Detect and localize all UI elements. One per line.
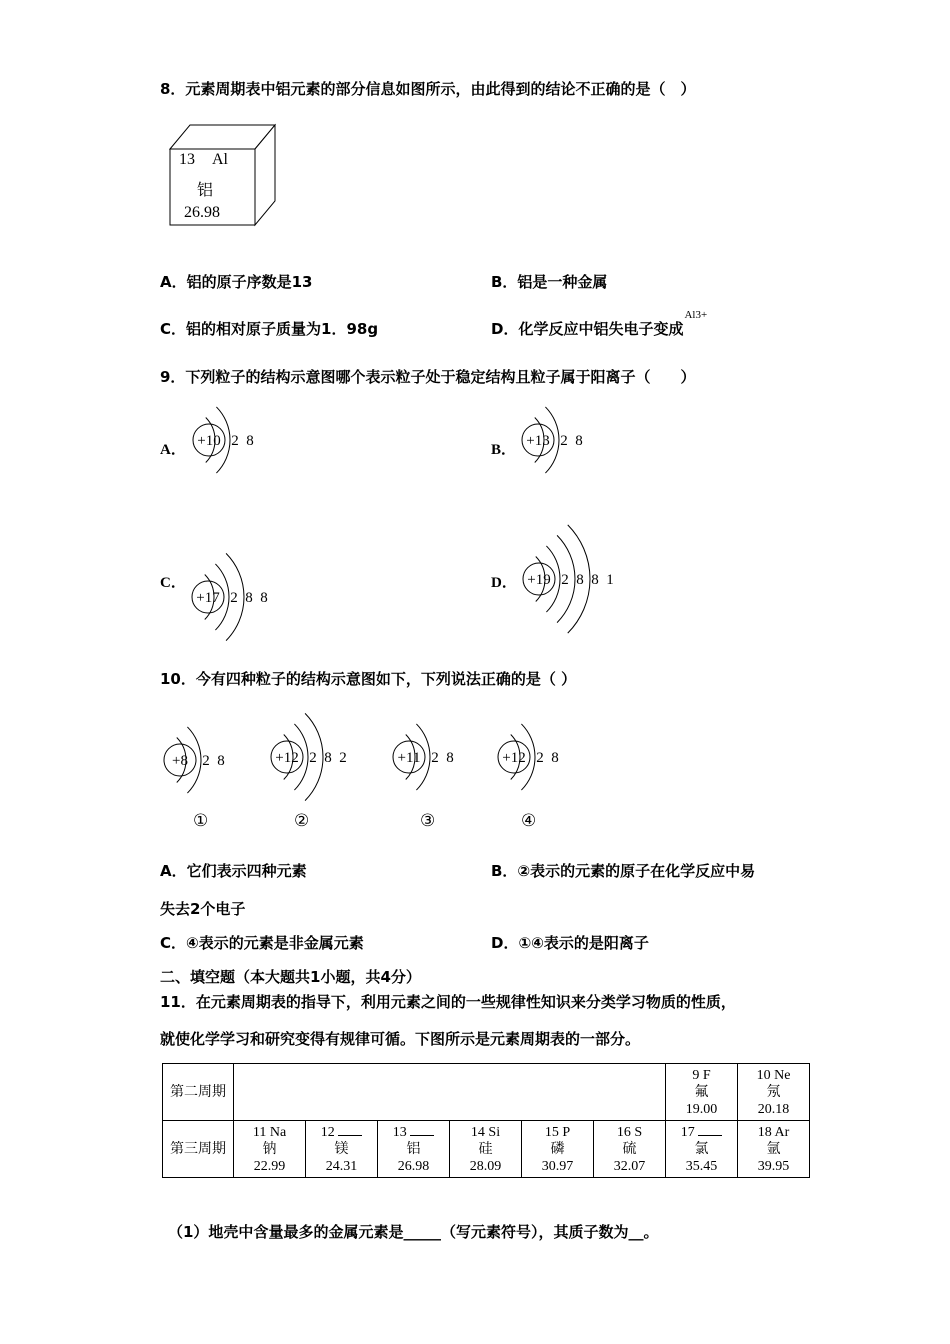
q11-stem-line1: 11．在元素周期表的指导下，利用元素之间的一些规律性知识来分类学习物质的性质， (160, 993, 736, 1011)
shell-electron-count: 8 (551, 750, 559, 766)
q10-label-4: ④ (521, 811, 537, 831)
shell-electron-count: 8 (591, 572, 599, 588)
q10-option-d: D．①④表示的是阳离子 (491, 934, 649, 952)
shell-electron-count: 1 (606, 572, 614, 588)
card-element-name: 铝 (197, 182, 214, 199)
element-name: 硅 (478, 1141, 493, 1157)
atom-diagram-10-1 (162, 711, 258, 813)
element-symbol-blank (698, 1123, 722, 1136)
shell-electron-count: 8 (245, 590, 253, 606)
card-symbol: Al (212, 151, 228, 168)
card-atomic-mass: 26.98 (184, 204, 220, 221)
q10-label-3: ③ (420, 811, 436, 831)
atom-diagram-9c (190, 535, 301, 663)
element-cell-cl (666, 1121, 738, 1178)
element-mass: 24.31 (325, 1159, 358, 1174)
q11-stem-line2: 就使化学学习和研究变得有规律可循。下图所示是元素周期表的一部分。 (160, 1030, 641, 1048)
atom-diagram-9b (520, 391, 616, 493)
element-symbol: Si (488, 1124, 501, 1140)
q8-option-a: A．铝的原子序数是13 (160, 273, 313, 291)
q10-label-1: ① (193, 811, 209, 831)
element-number-symbol (666, 1067, 737, 1084)
al-ion-symbol: Al (684, 309, 696, 321)
element-symbol-blank (410, 1123, 434, 1136)
element-cell-na (234, 1121, 306, 1178)
period-2-row (163, 1064, 810, 1121)
element-mass: 20.18 (757, 1101, 790, 1117)
shell-electron-count: 2 (309, 750, 317, 766)
element-name: 氩 (766, 1141, 781, 1157)
element-cell-mg (306, 1121, 378, 1178)
element-number: 9 (692, 1067, 703, 1083)
shell-electron-count: 8 (575, 433, 583, 449)
element-symbol: Ne (774, 1067, 791, 1083)
aluminum-element-card (165, 123, 280, 228)
element-mass: 19.00 (685, 1101, 718, 1117)
element-cell-f (666, 1064, 738, 1121)
element-mass: 39.95 (757, 1158, 790, 1174)
card-atomic-number: 13 (179, 151, 195, 168)
q9-label-a: A． (160, 442, 186, 458)
shell-electron-count: 8 (260, 590, 268, 606)
element-mass: 26.98 (397, 1159, 430, 1174)
q9-label-c: C． (160, 575, 186, 591)
q9-label-b: B． (491, 442, 517, 458)
element-mass: 35.45 (685, 1159, 718, 1174)
element-symbol: F (702, 1067, 711, 1083)
element-cell-si (450, 1121, 522, 1178)
nucleus-charge: +11 (397, 750, 421, 766)
element-symbol: Ar (774, 1124, 790, 1140)
element-symbol: P (562, 1124, 571, 1140)
q10-stem: 10．今有四种粒子的结构示意图如下，下列说法正确的是（ ） (160, 670, 577, 688)
nucleus-charge: +13 (526, 433, 550, 449)
element-number: 13 (392, 1125, 411, 1140)
shell-electron-count: 2 (431, 750, 439, 766)
atom-diagram-10-3 (391, 708, 487, 810)
element-symbol: Na (269, 1124, 287, 1140)
element-cell-s (594, 1121, 666, 1178)
q11-sub1: （1）地壳中含量最多的金属元素是_____（写元素符号），其质子数为__。 (168, 1223, 659, 1241)
element-name: 铝 (406, 1142, 421, 1157)
atom-diagram-10-4 (496, 708, 592, 810)
element-number: 11 (252, 1124, 270, 1140)
nucleus-charge: +12 (275, 750, 299, 766)
element-number: 18 (757, 1124, 775, 1140)
shell-electron-count: 2 (231, 433, 239, 449)
q8-option-c: C．铝的相对原子质量为1．98g (160, 320, 379, 338)
q9-label-d: D． (491, 575, 517, 591)
shell-electron-count: 2 (561, 572, 569, 588)
q8-option-d-text: D．化学反应中铝失电子变成 (491, 320, 684, 338)
shell-electron-count: 2 (230, 590, 238, 606)
shell-electron-count: 8 (576, 572, 584, 588)
q9-stem: 9．下列粒子的结构示意图哪个表示粒子处于稳定结构且粒子属于阳离子（ ） (160, 368, 696, 386)
element-symbol: S (634, 1124, 643, 1140)
element-cell-ar (738, 1121, 810, 1178)
section-heading-fill-in: 二、填空题（本大题共1小题，共4分） (160, 968, 421, 986)
element-number: 14 (470, 1124, 489, 1140)
shell-electron-count: 2 (339, 750, 347, 766)
element-name: 硫 (622, 1141, 637, 1157)
nucleus-charge: +12 (502, 750, 526, 766)
shell-electron-count: 2 (202, 753, 210, 769)
q10-option-b-continued: 失去2个电子 (160, 900, 246, 918)
element-name: 氯 (694, 1142, 709, 1157)
atom-diagram-10-2 (269, 695, 380, 823)
q10-option-c: C．④表示的元素是非金属元素 (160, 934, 364, 952)
element-name: 钠 (262, 1141, 277, 1157)
element-cell-al (378, 1121, 450, 1178)
shell-electron-count: 2 (536, 750, 544, 766)
element-number: 15 (544, 1124, 563, 1140)
period-2-empty (234, 1064, 666, 1121)
element-number: 12 (320, 1125, 339, 1140)
shell-electron-count: 8 (324, 750, 332, 766)
element-name: 氖 (766, 1084, 781, 1100)
q8-option-b: B．铝是一种金属 (491, 273, 608, 291)
q8-stem: 8．元素周期表中铝元素的部分信息如图所示，由此得到的结论不正确的是（ ） (160, 80, 696, 98)
q10-option-b: B．②表示的元素的原子在化学反应中易 (491, 862, 756, 880)
element-name: 氟 (694, 1084, 709, 1100)
element-number-symbol (594, 1124, 665, 1141)
period-3-row (163, 1121, 810, 1178)
q8-option-d (491, 309, 708, 339)
al-ion-charge: 3+ (695, 309, 708, 321)
element-cell-ne (738, 1064, 810, 1121)
element-mass: 28.09 (469, 1158, 502, 1174)
element-number: 16 (616, 1124, 635, 1140)
nucleus-charge: +17 (196, 590, 220, 606)
element-number-symbol (738, 1067, 809, 1084)
nucleus-charge: +8 (172, 753, 188, 769)
element-cell-p (522, 1121, 594, 1178)
element-number-symbol (522, 1124, 593, 1141)
shell-electron-count: 2 (560, 433, 568, 449)
shell-electron-count: 8 (246, 433, 254, 449)
element-name: 镁 (334, 1142, 349, 1157)
periodic-table-excerpt (162, 1063, 810, 1178)
nucleus-charge: +10 (197, 433, 221, 449)
element-mass: 22.99 (253, 1158, 286, 1174)
element-symbol-blank (338, 1123, 362, 1136)
q10-label-2: ② (294, 811, 310, 831)
atom-diagram-9d (521, 503, 647, 659)
element-mass: 30.97 (541, 1158, 574, 1174)
nucleus-charge: +19 (527, 572, 551, 588)
period-2-label: 第二周期 (163, 1064, 234, 1121)
element-name: 磷 (550, 1141, 565, 1157)
element-number-symbol (234, 1124, 305, 1141)
element-number: 10 (756, 1067, 775, 1083)
electron-shell-arc (187, 727, 201, 793)
element-mass: 32.07 (613, 1158, 646, 1174)
element-number-symbol (450, 1124, 521, 1141)
element-number-symbol (378, 1123, 449, 1141)
q10-option-a: A．它们表示四种元素 (160, 862, 307, 880)
element-number-symbol (306, 1123, 377, 1141)
element-number: 17 (680, 1125, 699, 1140)
element-number-symbol (738, 1124, 809, 1141)
al-ion (684, 309, 707, 321)
shell-electron-count: 8 (217, 753, 225, 769)
period-3-label: 第三周期 (163, 1121, 234, 1178)
element-number-symbol (666, 1123, 737, 1141)
shell-electron-count: 8 (446, 750, 454, 766)
atom-diagram-9a (191, 391, 287, 493)
